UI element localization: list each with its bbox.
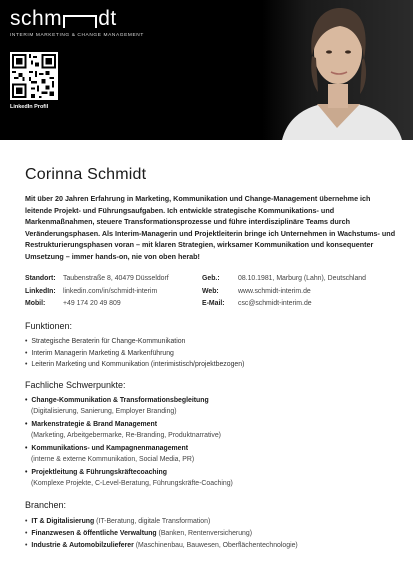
focus-item-detail: (interne & externe Kommunikation, Social Media, PR) [31, 455, 195, 463]
list-item [25, 516, 405, 528]
list-item: • Leiterin Marketing und Kommunikation (interimistisch/projektbezogen) [25, 359, 397, 371]
contact-row [25, 273, 397, 286]
phone-link[interactable]: +49 174 20 49 809 [63, 300, 121, 307]
branch-name: Industrie & Automobilzulieferer [31, 542, 134, 549]
mobile-label: Mobil: [25, 300, 46, 307]
email-label: E-Mail: [202, 300, 225, 307]
branch-name: Finanzwesen & öffentliche Verwaltung [31, 530, 157, 537]
person-name: Corinna Schmidt [25, 166, 147, 183]
website-link[interactable]: www.schmidt-interim.de [238, 287, 311, 295]
portrait-photo [262, 0, 413, 140]
qr-code-icon [12, 54, 56, 98]
focus-list [25, 396, 405, 492]
branches-list [25, 516, 405, 552]
focus-item-title: • Kommunikations- und Kampagnenmanagement [25, 444, 405, 455]
location-label: Standort: [25, 275, 56, 282]
list-item [25, 396, 405, 417]
branch-detail: (Banken, Rentenversicherung) [156, 530, 252, 537]
list-item [25, 468, 405, 489]
profile-summary: Mit über 20 Jahren Erfahrung in Marketing, Kommunikation und Change-Management übernehme ich leitende Projekt- und Führungsaufgaben. Ich entwickle strategische Kommunikations- und Markenmaßnahmen, steuere Transformationsprozesse und führe interdisziplinäre Teams durch Veränderungsphasen. Als Interim-Managerin und Projektleiterin bringe ich Unternehmen in Wachstums- und Restrukturierungsphasen voran – mit klaren Strategien, wirksamer Kommunikation und konsequenter Umsetzung – immer hands-on, nie von oben herab! [25, 194, 396, 261]
linkedin-link[interactable]: linkedin.com/in/schmidt-interim [63, 287, 158, 295]
web-label: Web: [202, 287, 219, 295]
focus-heading: Fachliche Schwerpunkte: [25, 380, 126, 390]
branch-detail: (IT-Beratung, digitale Transformation) [94, 518, 211, 525]
contact-row [25, 286, 397, 299]
linkedin-label: LinkedIn: [25, 287, 56, 295]
focus-item-detail: (Komplexe Projekte, C-Level-Beratung, Führungskräfte-Coaching) [31, 479, 233, 487]
list-item [25, 528, 405, 540]
focus-item-title: • Markenstrategie & Brand Management [25, 420, 405, 431]
location-value: Taubenstraße 8, 40479 Düsseldorf [63, 275, 169, 282]
qr-code-label: LinkedIn Profil [10, 104, 49, 110]
birth-value: 08.10.1981, Marburg (Lahn), Deutschland [238, 275, 366, 282]
branch-name: IT & Digitalisierung [31, 518, 95, 525]
email-link[interactable]: csc@schmidt-interim.de [238, 300, 312, 307]
company-logo [10, 8, 144, 38]
functions-heading: Funktionen: [25, 321, 73, 331]
portrait-illustration [262, 0, 413, 140]
branches-heading: Branchen: [25, 500, 67, 510]
logo-i-shape [63, 15, 97, 28]
contact-row [25, 298, 397, 311]
list-item: • Strategische Beraterin für Change-Kommunikation [25, 336, 397, 348]
branch-detail: (Maschinenbau, Bauwesen, Oberflächentechnologie) [133, 542, 298, 549]
focus-item-detail: (Marketing, Arbeitgebermarke, Re-Branding, Produktnarrative) [31, 431, 221, 439]
logo-text-right: dt [98, 7, 117, 30]
logo-text-left: schm [10, 7, 63, 30]
focus-item-title: • Projektleitung & Führungskräftecoaching [25, 468, 405, 479]
list-item [25, 444, 405, 465]
linkedin-qr-code[interactable] [10, 52, 58, 100]
focus-item-title: • Change-Kommunikation & Transformationsbegleitung [25, 396, 405, 407]
list-item [25, 540, 405, 552]
list-item [25, 420, 405, 441]
contact-details [25, 273, 397, 311]
birth-label: Geb.: [202, 275, 220, 282]
header-banner [0, 0, 413, 140]
focus-item-detail: (Digitalisierung, Sanierung, Employer Branding) [31, 407, 177, 415]
functions-list [25, 336, 397, 371]
logo-tagline: INTERIM MARKETING & CHANGE MANAGEMENT [10, 33, 144, 38]
list-item: • Interim Managerin Marketing & Markenführung [25, 348, 397, 360]
